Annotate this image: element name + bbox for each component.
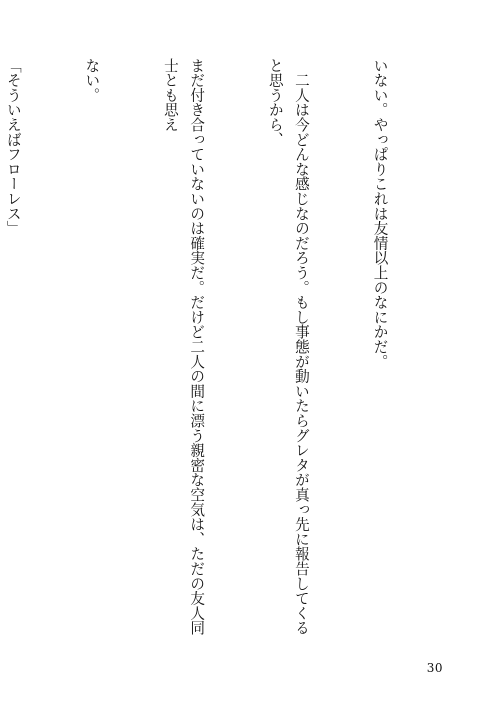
text-line-4: ない。 <box>83 58 101 103</box>
text-line-5: 「そういえばフローレス」 <box>4 58 22 236</box>
page-number: 30 <box>426 661 443 675</box>
text-line-1: いない。やっぱりこれは友情以上のなにかだ。 <box>371 58 389 369</box>
text-line-3: まだ付き合っていないのは確実だ。だけど二人の間に漂う親密な空気は、ただの友人同士とも思え <box>161 58 206 636</box>
vertical-text-body <box>4 58 445 648</box>
text-line-2: 二人は今どんな感じなのだろう。もし事態が動いたらグレタが真っ先に報告してくると思うから、 <box>266 58 310 636</box>
